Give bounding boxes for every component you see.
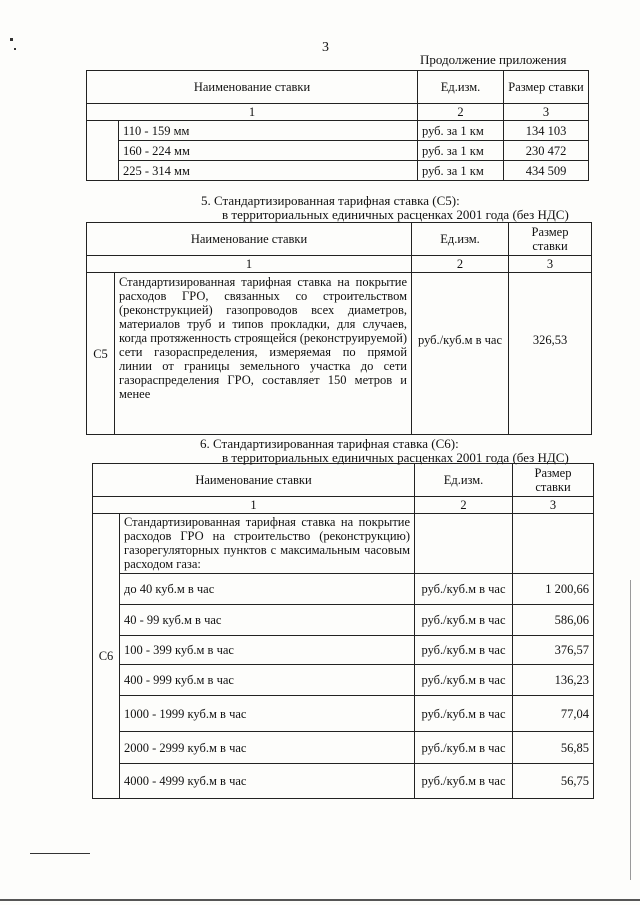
table-row: [93, 732, 594, 764]
col-number-3: 3: [504, 104, 589, 121]
section5-subtitle: в территориальных единичных расценках 2001 года (без НДС): [222, 207, 569, 222]
table-row: [87, 273, 592, 435]
row-unit: руб./куб.м в час: [415, 574, 513, 605]
row-unit: руб. за 1 км: [418, 141, 504, 161]
table-row: [93, 636, 594, 665]
table-row: [93, 605, 594, 636]
header-name: Наименование ставки: [93, 464, 415, 497]
row-name: 160 - 224 мм: [119, 141, 418, 161]
col-number-1: 1: [87, 256, 412, 273]
row-value: 1 200,66: [513, 574, 594, 605]
header-name: Наименование ставки: [87, 71, 418, 104]
header-size: Размер ставки: [504, 71, 589, 104]
row-value: 136,23: [513, 665, 594, 696]
table-row: [87, 161, 589, 181]
row-name: 4000 - 4999 куб.м в час: [120, 764, 415, 799]
row-unit: руб. за 1 км: [418, 161, 504, 181]
table-row: [87, 121, 589, 141]
row-unit: руб. за 1 км: [418, 121, 504, 141]
row-unit-empty: [415, 514, 513, 574]
row-name: до 40 куб.м в час: [120, 574, 415, 605]
row-name: 400 - 999 куб.м в час: [120, 665, 415, 696]
row-value: 134 103: [504, 121, 589, 141]
row-description: Стандартизированная тарифная ставка на покрытие расходов ГРО, связанных со строительством (реконструкцией) газопроводов всех диаметров, материалов труб и типов прокладки, для случаев, когда протяженность строящейся (реконструируемой) сети газораспределения, измеряемая по прямой линии от границы земельного участка до сети газораспределения ГРО, составляет 150 метров и менее: [115, 273, 412, 435]
table-continuation: [86, 70, 589, 181]
table-row: [93, 764, 594, 799]
col-number-2: 2: [418, 104, 504, 121]
row-unit: руб./куб.м в час: [415, 696, 513, 732]
table-section6: [92, 463, 594, 799]
section6-subtitle: в территориальных единичных расценках 2001 года (без НДС): [222, 450, 569, 465]
col-number-2: 2: [415, 497, 513, 514]
row-value-empty: [513, 514, 594, 574]
col-number-3: 3: [509, 256, 592, 273]
table-row: [93, 696, 594, 732]
header-name: Наименование ставки: [87, 223, 412, 256]
row-name: 1000 - 1999 куб.м в час: [120, 696, 415, 732]
table-row: [93, 665, 594, 696]
continuation-label: Продолжение приложения: [420, 52, 567, 67]
table-row: [87, 141, 589, 161]
header-unit: Ед.изм.: [415, 464, 513, 497]
row-unit: руб./куб.м в час: [412, 273, 509, 435]
col-number-2: 2: [412, 256, 509, 273]
row-unit: руб./куб.м в час: [415, 732, 513, 764]
scan-mark-left: [10, 38, 13, 41]
row-unit: руб./куб.м в час: [415, 636, 513, 665]
header-size: Размер ставки: [509, 223, 592, 256]
code-cell: [87, 121, 119, 181]
section6-title: 6. Стандартизированная тарифная ставка (С6):: [200, 436, 459, 451]
scan-mark-left-2: [14, 48, 16, 50]
row-name: 2000 - 2999 куб.м в час: [120, 732, 415, 764]
row-name: 225 - 314 мм: [119, 161, 418, 181]
col-number-3: 3: [513, 497, 594, 514]
row-value: 326,53: [509, 273, 592, 435]
header-size: Размер ставки: [513, 464, 594, 497]
table-section5: [86, 222, 592, 435]
header-unit: Ед.изм.: [418, 71, 504, 104]
row-value: 56,75: [513, 764, 594, 799]
footer-rule: [30, 853, 90, 854]
code-cell: С6: [93, 514, 120, 799]
row-value: 230 472: [504, 141, 589, 161]
page-number: 3: [322, 40, 329, 55]
code-cell: С5: [87, 273, 115, 435]
table-row: [93, 514, 594, 574]
row-value: 56,85: [513, 732, 594, 764]
row-name: 40 - 99 куб.м в час: [120, 605, 415, 636]
section5-title: 5. Стандартизированная тарифная ставка (С5):: [201, 193, 460, 208]
col-number-1: 1: [93, 497, 415, 514]
row-name: 100 - 399 куб.м в час: [120, 636, 415, 665]
row-name: 110 - 159 мм: [119, 121, 418, 141]
scan-line-right: [630, 580, 631, 880]
row-unit: руб./куб.м в час: [415, 764, 513, 799]
row-unit: руб./куб.м в час: [415, 665, 513, 696]
row-value: 586,06: [513, 605, 594, 636]
col-number-1: 1: [87, 104, 418, 121]
row-value: 376,57: [513, 636, 594, 665]
row-description: Стандартизированная тарифная ставка на покрытие расходов ГРО на строительство (реконструкцию) газорегуляторных пунктов с максимальным часовым расходом газа:: [120, 514, 415, 574]
table-row: [93, 574, 594, 605]
row-value: 77,04: [513, 696, 594, 732]
header-unit: Ед.изм.: [412, 223, 509, 256]
row-value: 434 509: [504, 161, 589, 181]
row-unit: руб./куб.м в час: [415, 605, 513, 636]
bottom-edge: [0, 899, 640, 901]
